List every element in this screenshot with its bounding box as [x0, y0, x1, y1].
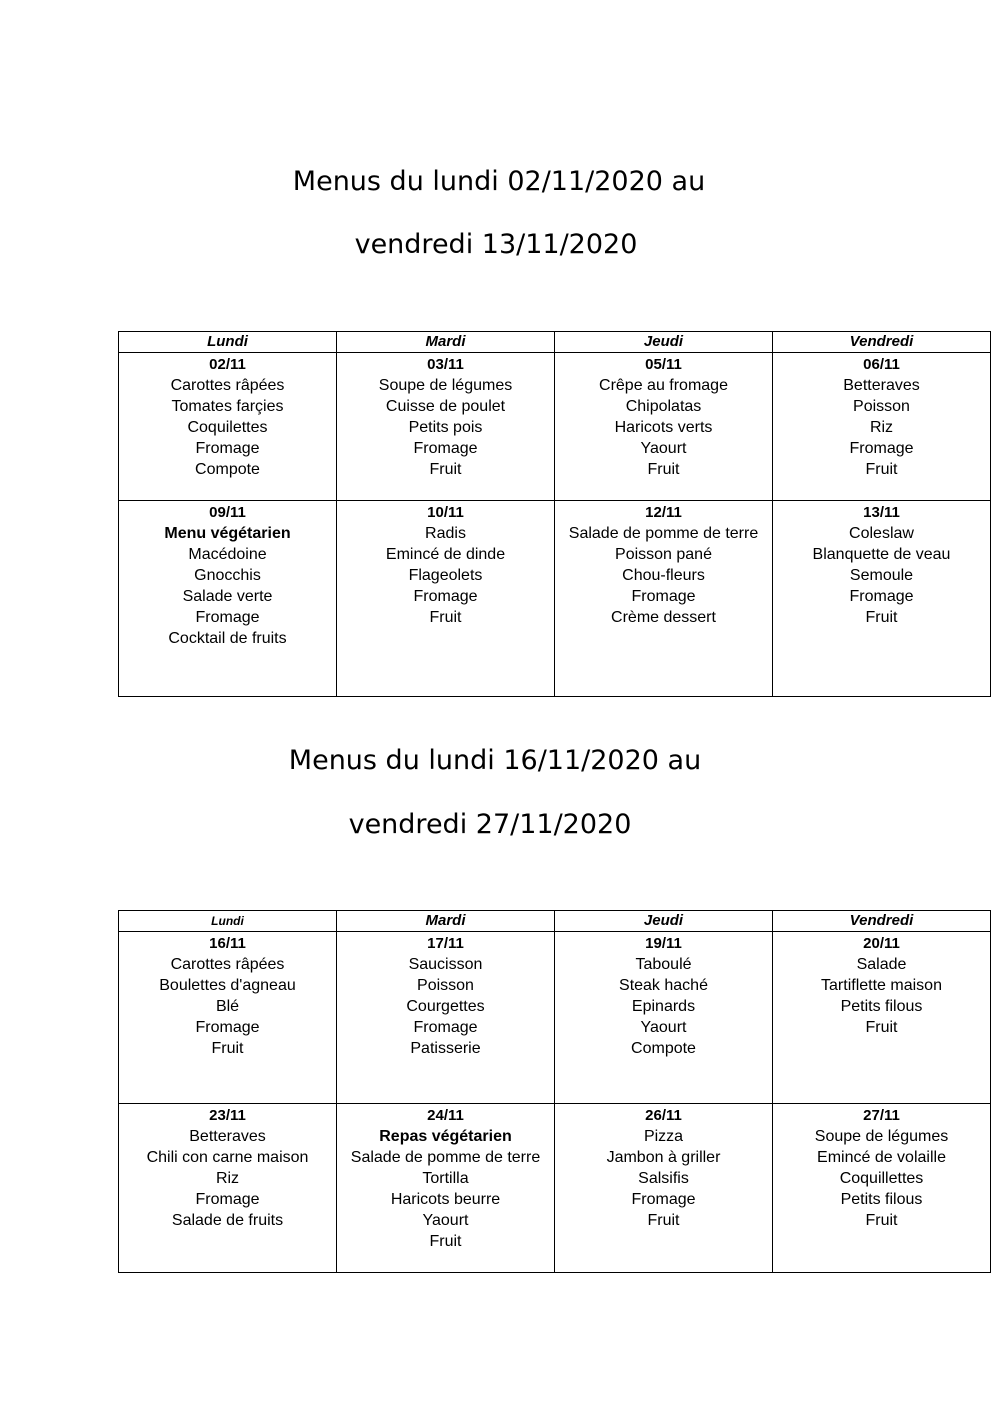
- menu-cell: [119, 501, 337, 697]
- menu-title-line1: Menus du lundi 16/11/2020 au: [288, 745, 702, 776]
- menu-item: Fruit: [429, 1233, 462, 1250]
- menu-date: 24/11: [427, 1107, 464, 1124]
- menu-label: Menu végétarien: [164, 525, 291, 542]
- menu-item: Betteraves: [189, 1128, 266, 1145]
- menu-item: Petits filous: [840, 1191, 923, 1208]
- menu-date: 12/11: [645, 504, 682, 521]
- menu-item: Compote: [631, 1040, 696, 1057]
- menu-item: Tomates farçies: [171, 398, 284, 415]
- menu-date: 19/11: [645, 935, 682, 952]
- menu-date: 13/11: [863, 504, 900, 521]
- menu-cell: [555, 501, 773, 697]
- menu-item: Fruit: [647, 1212, 680, 1229]
- menu-item: Epinards: [631, 998, 696, 1015]
- menu-item: Courgettes: [406, 998, 485, 1015]
- menu-item: Blé: [215, 998, 240, 1015]
- menu-item: Yaourt: [640, 440, 687, 457]
- menu-item: Soupe de légumes: [814, 1128, 949, 1145]
- menu-item: Fromage: [413, 1019, 478, 1036]
- menu-item: Coleslaw: [849, 525, 914, 542]
- menu-item: Fruit: [647, 461, 680, 478]
- menu-item: Flageolets: [408, 567, 483, 584]
- menu-item: Crêpe au fromage: [599, 377, 728, 394]
- header-day: Vendredi: [773, 911, 991, 932]
- menu-item: Tortilla: [422, 1170, 469, 1187]
- menu-item: Tartiflette maison: [821, 977, 942, 994]
- menu-item: Fromage: [195, 609, 260, 626]
- menu-item: Steak haché: [619, 977, 708, 994]
- table-row: [119, 501, 991, 697]
- menu-cell: [119, 932, 337, 1104]
- menu-item: Patisserie: [410, 1040, 481, 1057]
- menu-cell: [337, 501, 555, 697]
- menu-item: Fromage: [413, 440, 478, 457]
- menu-item: Petits pois: [408, 419, 483, 436]
- menu-date: 27/11: [863, 1107, 900, 1124]
- table-header-row: [119, 911, 991, 932]
- menu-cell: [119, 353, 337, 501]
- menu-cell: [337, 932, 555, 1104]
- menu-item: Macédoine: [188, 546, 267, 563]
- menu-item: Chili con carne maison: [146, 1149, 309, 1166]
- menu-item: Semoule: [849, 567, 914, 584]
- table-row: [119, 1104, 991, 1273]
- menu-date: 16/11: [209, 935, 246, 952]
- menu-table-weeks-1: [118, 331, 991, 697]
- menu-item: Salade de pomme de terre: [568, 525, 759, 542]
- menu-item: Soupe de légumes: [378, 377, 513, 394]
- menu-date: 20/11: [863, 935, 900, 952]
- menu-item: Fruit: [429, 461, 462, 478]
- header-day: Lundi: [119, 911, 337, 932]
- menu-item: Fromage: [631, 1191, 696, 1208]
- menu-item: Fromage: [413, 588, 478, 605]
- menu-cell: [773, 353, 991, 501]
- menu-item: Fruit: [211, 1040, 244, 1057]
- menu-cell: [119, 1104, 337, 1273]
- menu-title-line2: vendredi 13/11/2020: [354, 229, 638, 260]
- menu-date: 10/11: [427, 504, 464, 521]
- menu-item: Boulettes d'agneau: [159, 977, 296, 994]
- menu-date: 17/11: [427, 935, 464, 952]
- menu-item: Saucisson: [408, 956, 483, 973]
- menu-item: Taboulé: [635, 956, 692, 973]
- menu-date: 23/11: [209, 1107, 246, 1124]
- menu-cell: [773, 932, 991, 1104]
- table-header-row: [119, 332, 991, 353]
- menu-date: 26/11: [645, 1107, 682, 1124]
- menu-cell: [773, 1104, 991, 1273]
- menu-cell: [555, 353, 773, 501]
- menu-item: Haricots verts: [614, 419, 713, 436]
- menu-item: Fromage: [631, 588, 696, 605]
- menu-item: Carottes râpées: [170, 377, 285, 394]
- menu-cell: [555, 1104, 773, 1273]
- menu-item: Yaourt: [422, 1212, 469, 1229]
- menu-item: Jambon à griller: [606, 1149, 721, 1166]
- menu-cell: [337, 353, 555, 501]
- menu-item: Salsifis: [638, 1170, 689, 1187]
- menu-item: Fruit: [865, 1019, 898, 1036]
- menu-item: Compote: [195, 461, 260, 478]
- menu-item: Fromage: [195, 440, 260, 457]
- menu-cell: [773, 501, 991, 697]
- menu-cell: [555, 932, 773, 1104]
- menu-item: Betteraves: [843, 377, 920, 394]
- header-day: Vendredi: [773, 332, 991, 353]
- menu-item: Petits filous: [840, 998, 923, 1015]
- header-day: Lundi: [119, 332, 337, 353]
- menu-item: Coquillettes: [839, 1170, 924, 1187]
- menu-title-line1: Menus du lundi 02/11/2020 au: [292, 166, 706, 197]
- menu-item: Coquilettes: [187, 419, 268, 436]
- table-row: [119, 353, 991, 501]
- menu-item: Fromage: [849, 440, 914, 457]
- menu-item: Fromage: [195, 1019, 260, 1036]
- menu-date: 02/11: [209, 356, 246, 373]
- menu-item: Carottes râpées: [170, 956, 285, 973]
- menu-date: 03/11: [427, 356, 464, 373]
- menu-item: Gnocchis: [194, 567, 261, 584]
- menu-item: Crème dessert: [611, 609, 716, 626]
- menu-item: Fruit: [865, 461, 898, 478]
- menu-item: Fromage: [195, 1191, 260, 1208]
- menu-item: Radis: [425, 525, 466, 542]
- menu-item: Emincé de dinde: [385, 546, 506, 563]
- menu-title-line2: vendredi 27/11/2020: [348, 809, 632, 840]
- menu-label: Repas végétarien: [379, 1128, 512, 1145]
- menu-item: Poisson: [853, 398, 910, 415]
- menu-item: Pizza: [643, 1128, 684, 1145]
- menu-item: Salade de pomme de terre: [350, 1149, 541, 1166]
- header-day: Jeudi: [555, 911, 773, 932]
- menu-date: 09/11: [209, 504, 246, 521]
- menu-item: Chipolatas: [625, 398, 702, 415]
- menu-date: 06/11: [863, 356, 900, 373]
- menu-item: Chou-fleurs: [622, 567, 705, 584]
- menu-item: Blanquette de veau: [812, 546, 951, 563]
- menu-item: Emincé de volaille: [817, 1149, 946, 1166]
- menu-item: Poisson pané: [615, 546, 712, 563]
- menu-item: Fruit: [865, 1212, 898, 1229]
- table-row: [119, 932, 991, 1104]
- menu-cell: [337, 1104, 555, 1273]
- menu-item: Poisson: [417, 977, 474, 994]
- menu-item: Salade verte: [182, 588, 273, 605]
- header-day: Mardi: [337, 332, 555, 353]
- menu-item: Riz: [869, 419, 894, 436]
- menu-item: Yaourt: [640, 1019, 687, 1036]
- menu-item: Cocktail de fruits: [168, 630, 287, 647]
- menu-item: Salade: [856, 956, 907, 973]
- header-day: Jeudi: [555, 332, 773, 353]
- menu-item: Fromage: [849, 588, 914, 605]
- menu-item: Haricots beurre: [390, 1191, 501, 1208]
- menu-date: 05/11: [645, 356, 682, 373]
- menu-item: Riz: [215, 1170, 240, 1187]
- menu-item: Cuisse de poulet: [385, 398, 506, 415]
- menu-table-weeks-2: [118, 910, 991, 1273]
- menu-item: Fruit: [429, 609, 462, 626]
- header-day: Mardi: [337, 911, 555, 932]
- menu-item: Salade de fruits: [171, 1212, 284, 1229]
- menu-item: Fruit: [865, 609, 898, 626]
